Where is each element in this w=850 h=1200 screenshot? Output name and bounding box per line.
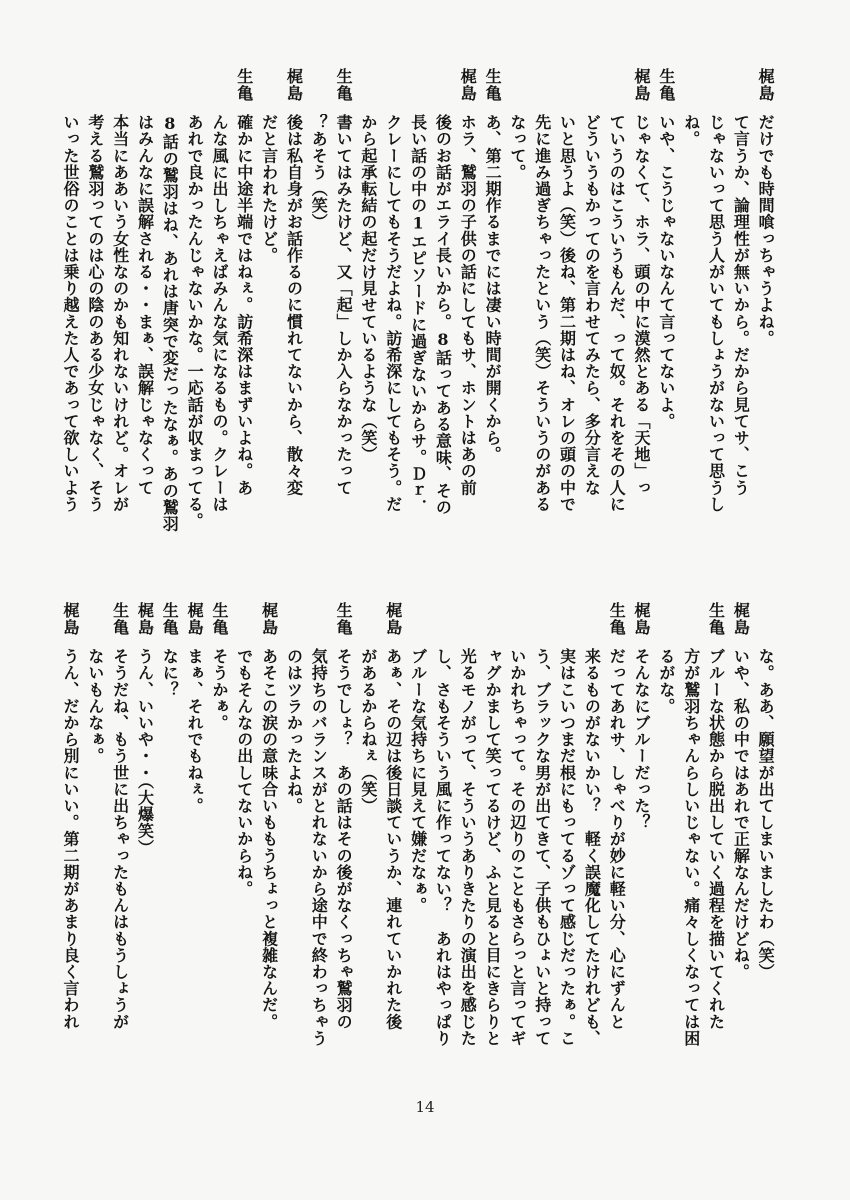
dialogue-text: のはツラかったよね。 xyxy=(284,648,304,814)
dialogue-text: ？あそう（笑） xyxy=(309,114,329,231)
speaker-name: 梶島 xyxy=(135,602,155,636)
dialogue-text: だけでも時間喰っちゃうよね。 xyxy=(756,114,776,347)
dialogue-text: じゃないって思う人がいてもしょうがないって思うし xyxy=(706,114,726,513)
dialogue-text: ね。 xyxy=(681,114,701,148)
speaker-name: 梶島 xyxy=(731,602,751,636)
dialogue-text: んな風に出しちゃえばみんな気になるもの。クレーは xyxy=(209,114,229,513)
dialogue-text: う、ブラックな男が出てきて、子供もひょいと持って xyxy=(532,648,552,1047)
dialogue-text: るがな。 xyxy=(656,648,676,715)
dialogue-text: いと思うよ（笑）後ね、第二期はね、オレの頭の中で xyxy=(557,114,577,513)
dialogue-column xyxy=(52,602,80,1072)
dialogue-text: うん、いいや・・（大爆笑） xyxy=(135,648,155,856)
dialogue-text: だってあれサ、しゃべりが妙に軽い分、心にずんと xyxy=(607,648,627,1030)
dialogue-text: 後は私自身がお話作るのに慣れてないから、散々変 xyxy=(284,114,304,496)
speaker-name: 生亀 xyxy=(334,68,354,102)
dialogue-text: 後のお話がエライ長いから。8話ってある意味、その xyxy=(433,114,453,516)
dialogue-text: ブルーな気持ちに見えて嫌だなぁ。 xyxy=(408,648,428,914)
speaker-name: 梶島 xyxy=(60,602,80,636)
speaker-name: 梶島 xyxy=(259,602,279,636)
dialogue-text: そんなにブルーだった？ xyxy=(632,648,652,831)
dialogue-block-top xyxy=(52,68,776,588)
dialogue-block-bottom xyxy=(52,602,776,1072)
dialogue-text: あそこの涙の意味合いももうちょっと複雑なんだ。 xyxy=(259,648,279,1030)
dialogue-text: 先に進み過ぎちゃったという（笑）そういうのがある xyxy=(532,114,552,513)
dialogue-text: あれで良かったんじゃないかな。一応話が収まってる。 xyxy=(185,114,205,529)
dialogue-text: があるからねぇ（笑） xyxy=(358,648,378,814)
speaker-name: 生亀 xyxy=(334,602,354,636)
dialogue-text: あ、第二期作るまでには凄い時間が開くから。 xyxy=(483,114,503,463)
dialogue-text: ないもんなぁ。 xyxy=(85,648,105,765)
dialogue-text: 書いてはみたけど、又「起」しか入らなかったって xyxy=(334,114,354,496)
dialogue-text: だと言われたけど。 xyxy=(259,114,279,264)
speaker-name: 梶島 xyxy=(756,68,776,102)
dialogue-text: でもそんなの出してないからね。 xyxy=(234,648,254,897)
speaker-name: 生亀 xyxy=(234,68,254,102)
speaker-name: 梶島 xyxy=(185,602,205,636)
speaker-name: 生亀 xyxy=(483,68,503,102)
dialogue-text: 実はこいつまだ根にもってるゾって感じだったぁ。こ xyxy=(557,648,577,1047)
page-number: 14 xyxy=(415,1098,435,1116)
speaker-name: 梶島 xyxy=(383,602,403,636)
dialogue-text: 考える鷲羽ってのは心の陰のある少女じゃなく、そう xyxy=(85,114,105,513)
dialogue-text: 本当にああいう女性なのかも知れないけれど。オレが xyxy=(110,114,130,513)
dialogue-text: 長い話の中の1エピソードに過ぎないからサ。Ｄｒ． xyxy=(408,114,428,516)
dialogue-text: ブルーな状態から脱出していく過程を描いてくれた xyxy=(706,648,726,1030)
dialogue-text: いかれちゃって。その辺りのこともさらっと言ってギ xyxy=(507,648,527,1047)
dialogue-text: そうかぁ。 xyxy=(209,648,229,731)
dialogue-text: 気持ちのバランスがとれないから途中で終わっちゃう xyxy=(309,648,329,1047)
dialogue-text: いや、私の中ではあれで正解なんだけどね。 xyxy=(731,648,751,980)
dialogue-text: 来るものがないかい？ 軽く誤魔化してたけれども、 xyxy=(582,648,602,1047)
dialogue-text: から起承転結の起だけ見せているような（笑） xyxy=(358,114,378,463)
dialogue-text: ていうのはこういうもんだ、って奴。それをその人に xyxy=(607,114,627,513)
dialogue-text: じゃなくて、ホラ、頭の中に漠然とある「天地」っ xyxy=(632,114,652,496)
dialogue-text: そうでしょ？ あの話はその後がなくっちゃ鷲羽の xyxy=(334,648,354,1030)
dialogue-text: なに？ xyxy=(160,648,180,698)
dialogue-text: うん、だから別にいい。第二期があまり良く言われ xyxy=(60,648,80,1030)
dialogue-text: クレーにしてもそうだよね。訪希深にしてもそう。だ xyxy=(383,114,403,513)
dialogue-text: はみんなに誤解される・・まぁ、誤解じゃなくって xyxy=(135,114,155,496)
speaker-name: 生亀 xyxy=(656,68,676,102)
dialogue-text: な。ああ、願望が出てしまいましたわ（笑） xyxy=(756,648,776,980)
dialogue-column xyxy=(52,68,80,588)
speaker-name: 梶島 xyxy=(284,68,304,102)
dialogue-text: まぁ、それでもねぇ。 xyxy=(185,648,205,814)
speaker-name: 生亀 xyxy=(160,602,180,636)
speaker-name: 梶島 xyxy=(632,68,652,102)
speaker-name: 生亀 xyxy=(209,602,229,636)
dialogue-text: て言うか、論理性が無いから。だから見てサ、こう xyxy=(731,114,751,496)
dialogue-text: あぁ、その辺は後日談ていうか、連れていかれた後 xyxy=(383,648,403,1030)
dialogue-text: ャグかまして笑ってるけど、ふと見ると目にきらりと xyxy=(483,648,503,1047)
dialogue-text: なって。 xyxy=(507,114,527,181)
dialogue-text: 方が鷲羽ちゃんらしいじゃない。痛々しくなっては困 xyxy=(681,648,701,1047)
speaker-name: 生亀 xyxy=(706,602,726,636)
dialogue-text: そうだね、もう世に出ちゃったもんはもうしょうが xyxy=(110,648,130,1030)
dialogue-text: 8話の鷲羽はね、あれは唐突で変だったなぁ。あの鷲羽 xyxy=(160,114,180,532)
dialogue-text: ホラ、鷲羽の子供の話にしてもサ、ホントはあの前 xyxy=(458,114,478,496)
dialogue-text: いや、こうじゃないなんて言ってないよ。 xyxy=(656,114,676,430)
dialogue-text: し、さもそういう風に作ってない？ あれはやっぱり xyxy=(433,648,453,1047)
speaker-name: 梶島 xyxy=(458,68,478,102)
dialogue-text: いった世俗のことは乗り越えた人であって欲しいよう xyxy=(60,114,80,513)
dialogue-text: どういうもかってのを言わせてみたら、多分言えな xyxy=(582,114,602,496)
dialogue-text: 光るモノがって、そういうありきたりの演出を感じた xyxy=(458,648,478,1047)
speaker-name: 梶島 xyxy=(632,602,652,636)
speaker-name: 生亀 xyxy=(607,602,627,636)
dialogue-text: 確かに中途半端ではねぇ。訪希深はまずいよね。あ xyxy=(234,114,254,496)
speaker-name: 生亀 xyxy=(110,602,130,636)
